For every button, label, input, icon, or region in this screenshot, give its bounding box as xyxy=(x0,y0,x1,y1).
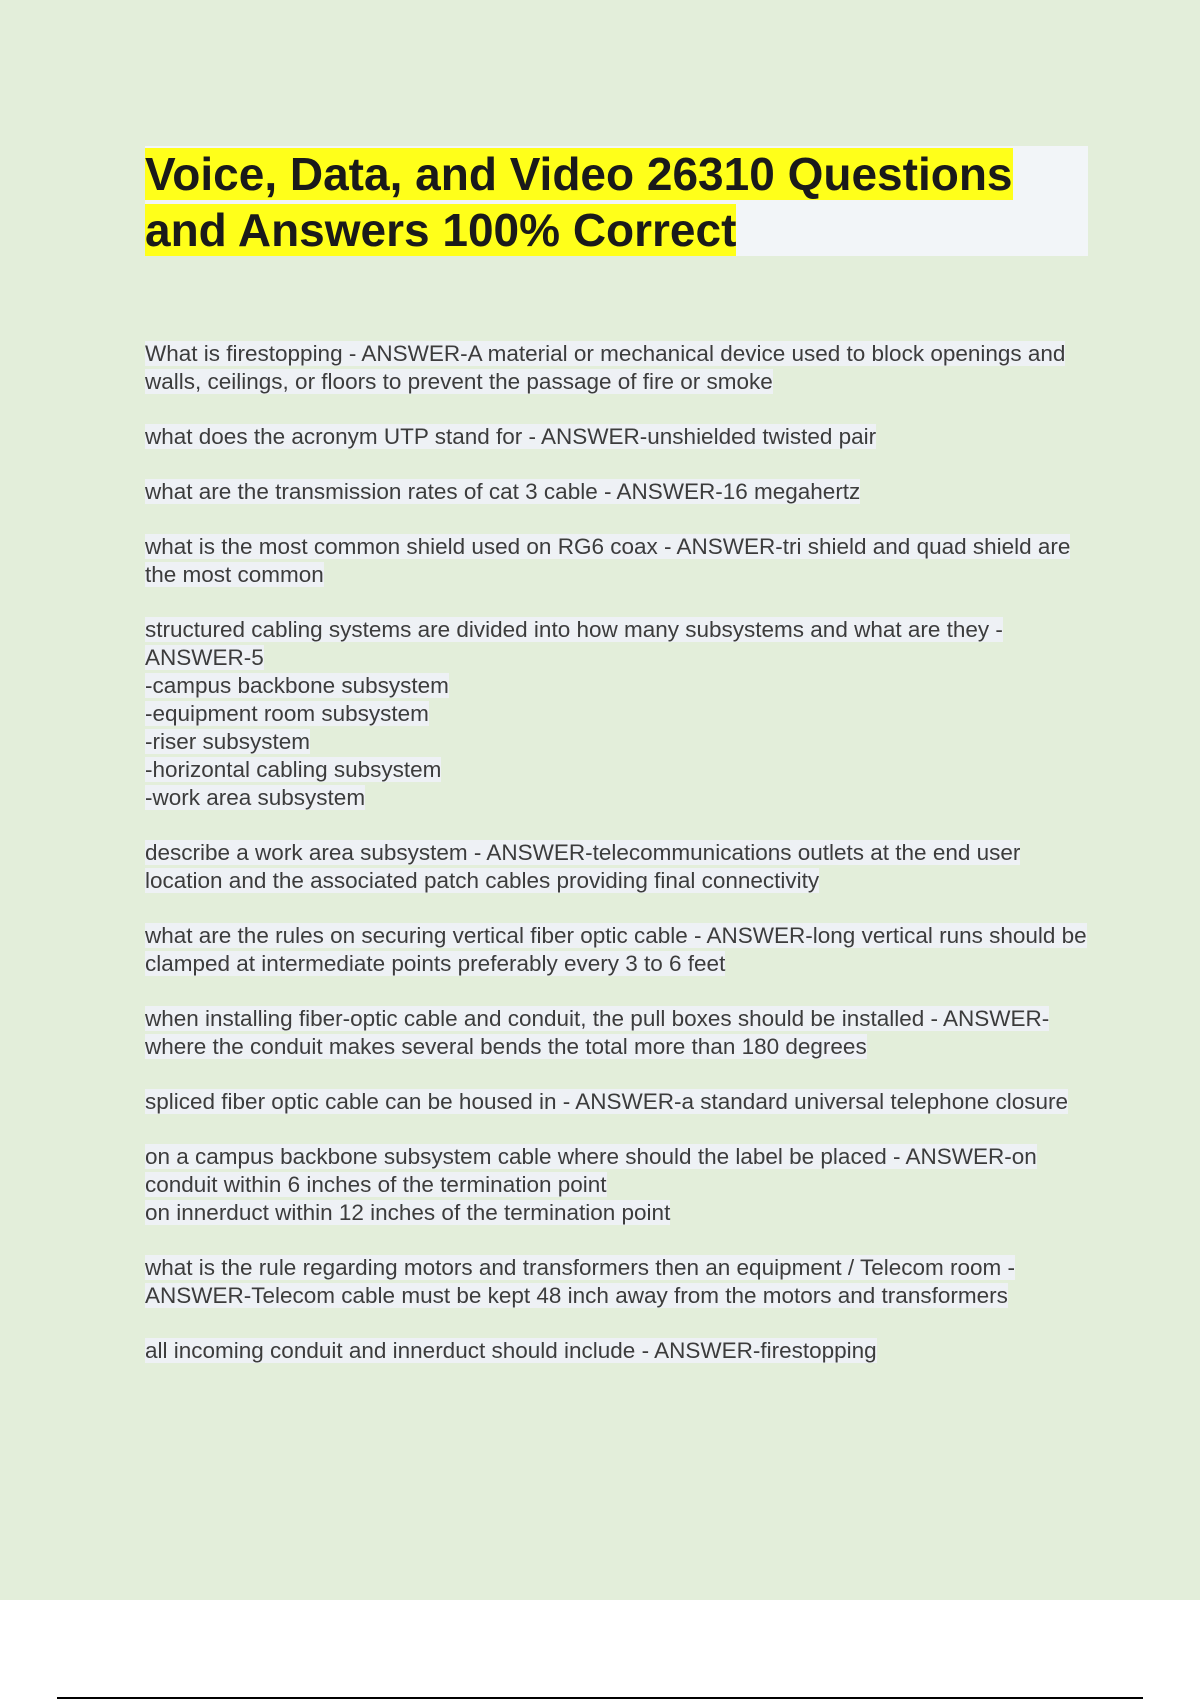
qa-text: what are the rules on securing vertical fiber optic cable - ANSWER-long vertical runs should be clamped at intermediate points preferably every 3 to 6 feet xyxy=(145,923,1087,976)
qa-item xyxy=(145,1005,1095,1061)
qa-item xyxy=(145,616,1095,812)
qa-text: what is the most common shield used on RG6 coax - ANSWER-tri shield and quad shield are the most common xyxy=(145,534,1071,587)
qa-item xyxy=(145,478,1095,506)
qa-item xyxy=(145,340,1095,396)
qa-item xyxy=(145,1337,1095,1365)
qa-text: spliced fiber optic cable can be housed in - ANSWER-a standard universal telephone closure xyxy=(145,1089,1069,1114)
qa-text: structured cabling systems are divided into how many subsystems and what are they - ANSWER-5 -campus backbone subsystem -equipment room subsystem -riser subsystem -horizontal cabling subsystem -work area subsystem xyxy=(145,617,1003,810)
qa-text: what is the rule regarding motors and transformers then an equipment / Telecom room - ANSWER-Telecom cable must be kept 48 inch away from the motors and transformers xyxy=(145,1255,1016,1308)
qa-text: describe a work area subsystem - ANSWER-telecommunications outlets at the end user location and the associated patch cables providing final connectivity xyxy=(145,840,1021,893)
qa-item xyxy=(145,1254,1095,1310)
title-block xyxy=(145,146,1088,256)
qa-text: when installing fiber-optic cable and conduit, the pull boxes should be installed - ANSWER-where the conduit makes several bends the total more than 180 degrees xyxy=(145,1006,1050,1059)
qa-item xyxy=(145,922,1095,978)
qa-item xyxy=(145,423,1095,451)
document-title-highlight: Voice, Data, and Video 26310 Questions and Answers 100% Correct xyxy=(145,148,1013,256)
qa-text: on a campus backbone subsystem cable where should the label be placed - ANSWER-on conduit within 6 inches of the termination point on innerduct within 12 inches of the termination point xyxy=(145,1144,1037,1225)
qa-item xyxy=(145,839,1095,895)
qa-text: all incoming conduit and innerduct should include - ANSWER-firestopping xyxy=(145,1338,877,1363)
footer-divider xyxy=(57,1697,1143,1699)
qa-text: what does the acronym UTP stand for - ANSWER-unshielded twisted pair xyxy=(145,424,877,449)
document-title xyxy=(145,146,1088,258)
qa-list xyxy=(145,340,1095,1392)
qa-text: What is firestopping - ANSWER-A material or mechanical device used to block openings and walls, ceilings, or floors to prevent the passage of fire or smoke xyxy=(145,341,1066,394)
qa-item xyxy=(145,1143,1095,1227)
qa-item xyxy=(145,533,1095,589)
qa-item xyxy=(145,1088,1095,1116)
qa-text: what are the transmission rates of cat 3 cable - ANSWER-16 megahertz xyxy=(145,479,861,504)
